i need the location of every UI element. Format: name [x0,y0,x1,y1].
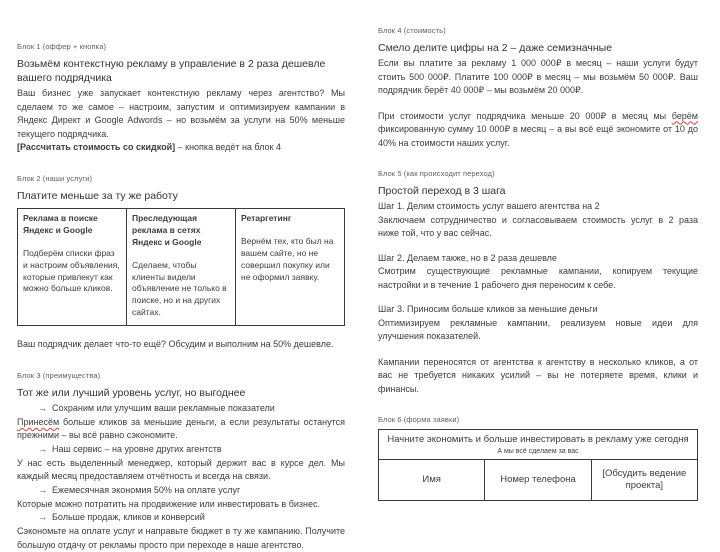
block-3-label: Блок 3 (преимущества) [17,370,101,380]
left-column [17,0,345,552]
block-2-footer: Ваш подрядчик делает что-то ещё? Обсудим и выполним на 50% дешевле. [17,339,334,350]
step-2 [378,252,698,293]
advantage-bullet [17,511,345,525]
block-4-label: Блок 4 (стоимость) [378,26,446,35]
form-fields-row [379,460,698,501]
block-1-heading: Возьмём контекстную рекламу в управление в 2 раза дешевле вашего подрядчика [17,58,326,85]
step-heading: Шаг 1. Делим стоимость услуг вашего агентства на 2 [378,201,600,212]
block-1-cta-line [17,141,345,155]
block-1-paragraph: Ваш бизнес уже запускает контекстную рекламу через агентство? Мы сделаем то же самое – настроим, запустим и оптимизируем кампании в Яндекс Директ и Google Adwords – но возьмём за услуги на 50% меньше текущего подрядчика. [17,88,345,139]
right-column [378,0,698,501]
block-2-label: Блок 2 (наши услуги) [17,173,93,183]
service-header: Реклама в поиске Яндекс и Google [23,213,98,235]
block-4-heading: Смело делите цифры на 2 – даже семизначные [378,42,613,54]
block-2-services [17,174,345,352]
form-header-row [379,430,698,460]
advantage-bullet [17,443,345,457]
misspelled-word: берём [671,110,698,121]
service-header: Преследующая реклама в сетях Яндекс и Google [132,213,202,247]
bullet-text: Ежемесячная экономия 50% на оплате услуг [52,484,241,495]
block-5-transition [378,169,698,396]
service-cell-retargeting [236,209,345,326]
bullet-text: Наш сервис – на уровне других агентств [52,443,222,454]
cta-note: – кнопка ведёт на блок 4 [175,142,281,153]
service-cell-search-ads [18,209,127,326]
name-field[interactable]: Имя [379,460,485,501]
bullet-text: Больше продаж, кликов и конверсий [52,512,205,523]
advantage-bullet [17,484,345,498]
step-body: Смотрим существующие рекламные кампании, копируем текущие настройки и в течение 1 рабочего дня переносим к себе. [378,266,698,290]
services-table [17,208,345,326]
discuss-project-button[interactable]: [Обсудить ведение проекта] [591,460,697,501]
form-title: Начните экономить и больше инвестировать в рекламу уже сегодня [387,434,689,446]
service-body: Подберём списки фраз и настроим объявления, которые привлекут как можно больше кликов. [23,247,120,294]
advantage-body [17,416,345,443]
block-1-body [17,87,345,141]
block-5-heading: Простой переход в 3 шага [378,185,506,198]
block-3-advantages [17,371,345,552]
advantage-body: У нас есть выделенный менеджер, который держит вас в курсе дел. Мы каждый месяц предоставляем отчётность и всегда на связи. [17,457,345,482]
block-6-request-form [378,415,698,501]
form-header-cell [379,430,698,460]
arrow-bullet-icon: → [38,402,47,413]
service-body: Сделаем, чтобы клиенты видели объявление не только в поиске, но и на других сайтах. [132,259,227,318]
request-form-table [378,429,698,501]
step-heading: Шаг 3. Приносим больше кликов за меньшие деньги [378,304,598,315]
block-5-label: Блок 5 (как происходит переход) [378,169,495,179]
form-subtitle: А мы всё сделаем за вас [497,448,579,456]
block-1-offer [17,42,345,155]
arrow-bullet-icon: → [38,512,47,523]
advantage-body: Которые можно потратить на продвижение или инвестировать в бизнес. [17,498,320,509]
paragraph-text: При стоимости услуг подрядчика меньше 20 000₽ в месяц мы [378,110,672,121]
step-1 [378,200,698,241]
step-body: Заключаем сотрудничество и согласовываем стоимость услуг в 2 раза ниже той, что у вас сейчас. [378,214,698,239]
arrow-bullet-icon: → [38,484,47,495]
block-4-paragraph-2 [378,110,698,151]
block-4-paragraph-1: Если вы платите за рекламу 1 000 000₽ в месяц – наши услуги будут стоить 500 000₽. Платите 100 000₽ в месяц – мы возьмём 50 000₽. Ваш подрядчик берёт 40 000₽ – мы возьмём 20 000₽. [378,58,698,96]
services-row [18,209,345,326]
calculate-discount-button[interactable]: [Рассчитать стоимость со скидкой] [17,142,176,153]
arrow-bullet-icon: → [38,443,47,454]
advantage-body: Сэкономьте на оплате услуг и направьте бюджет в ту же кампанию. Получите большую отдачу от рекламы просто при переходе в наше агентство. [17,526,345,550]
block-6-label: Блок 6 (форма заявки) [378,415,460,425]
block-5-outro: Кампании переносятся от агентства к агентству в несколько кликов, а от вас не требуется никаких усилий – вы не потеряете время, клики и финансы. [378,356,698,394]
bullet-text: Сохраним или улучшим ваши рекламные показатели [52,402,275,413]
misspelled-word: Принесём [17,416,60,427]
advantage-bullet [17,402,345,416]
paragraph-text: фиксированную сумму 10 000₽ в месяц – а вы всё ещё экономите от 10 до 40% на стоимости наших услуг. [378,124,698,148]
service-cell-network-ads [127,209,236,326]
step-heading: Шаг 2. Делаем также, но в 2 раза дешевле [378,252,557,263]
service-body: Вернём тех, кто был на вашем сайте, но не совершил покупку или не оформил заявку. [241,235,334,282]
block-4-pricing [378,26,698,150]
block-2-heading: Платите меньше за ту же работу [17,189,178,202]
phone-field[interactable]: Номер телефона [485,460,591,501]
step-body: Оптимизируем рекламные кампании, реализуем новые идеи для улучшения показателей. [378,317,698,342]
block-1-label: Блок 1 (оффер + кнопка) [17,42,107,51]
block-3-heading: Тот же или лучший уровень услуг, но выгоднее [17,386,246,399]
advantage-body-text: больше кликов за меньшие деньги, а если результаты останутся прежними – вы всё равно сэкономите. [17,416,345,441]
step-3 [378,303,698,344]
service-header: Ретаргетинг [241,213,292,224]
